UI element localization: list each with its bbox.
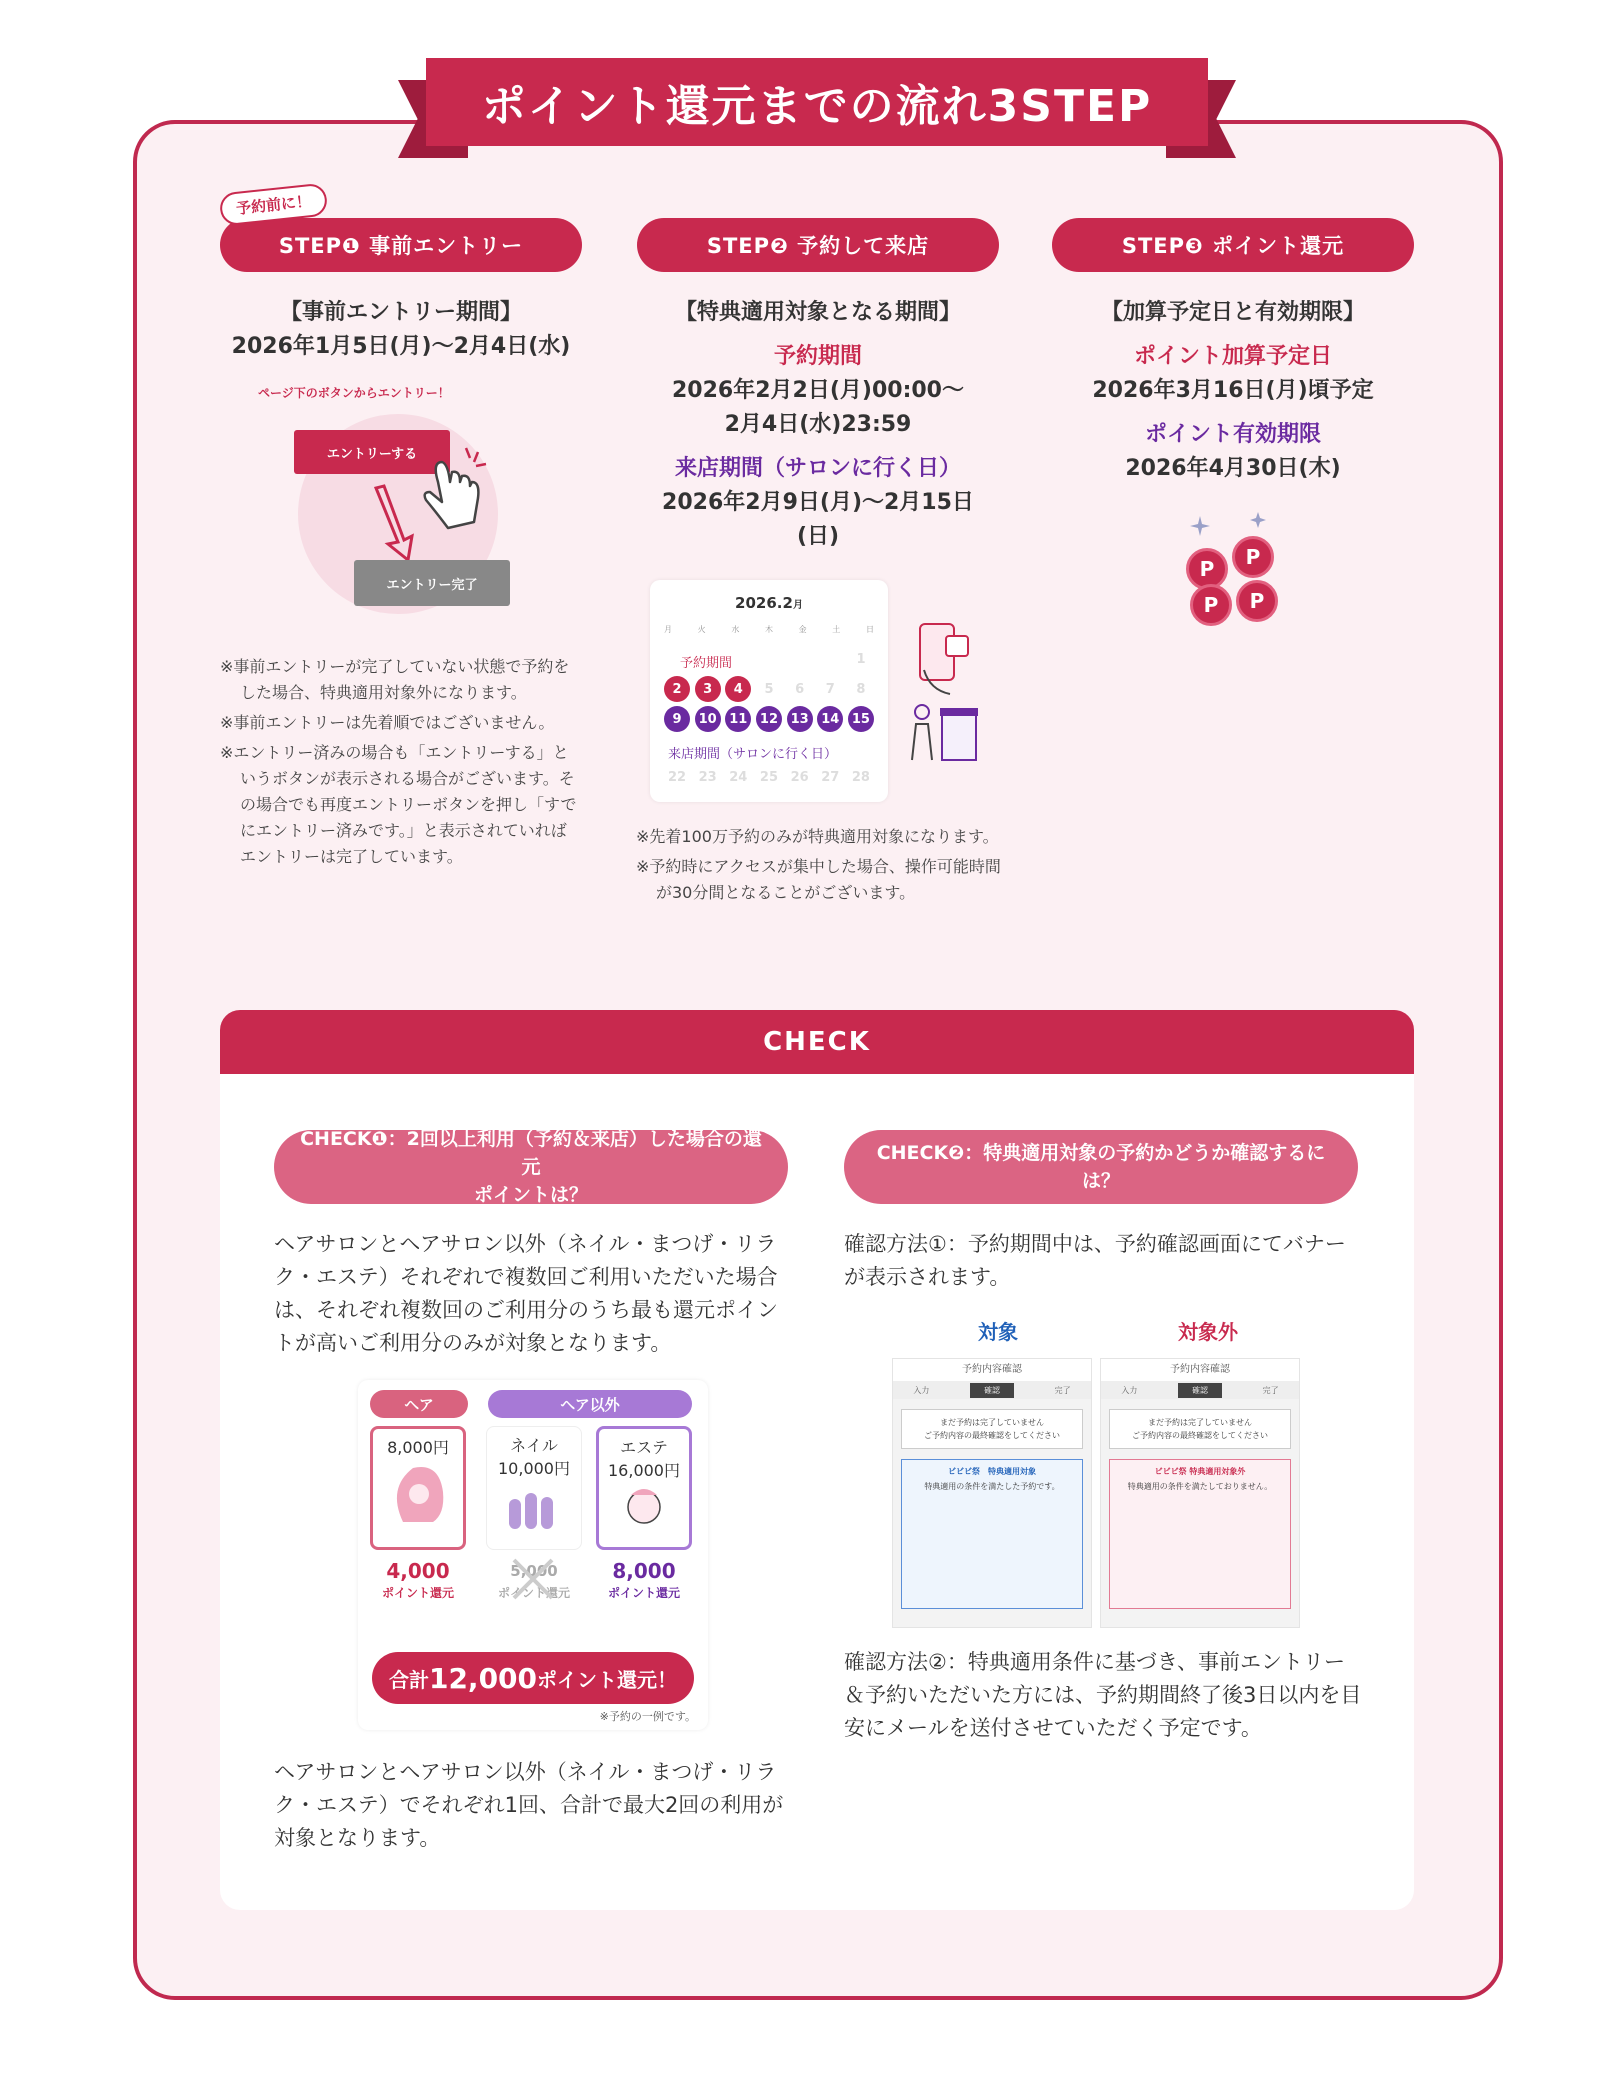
sparkle-icon: [1180, 512, 1300, 552]
check1-text2: ヘアサロンとヘアサロン以外（ネイル・まつげ・リラク・エステ）でそれぞれ1回、合計で最大2回の利用が対象となります。: [274, 1760, 784, 1850]
calendar-day: 25: [759, 769, 779, 785]
points-example: [358, 1380, 708, 1730]
calendar-day: 6: [795, 681, 805, 697]
check2-pill-line1: CHECK❷：特典適用対象の予約かどうか確認するに: [876, 1142, 1326, 1164]
step1-note: ※エントリー済みの場合も「エントリーする」というボタンが表示される場合がございます。その場合でも再度エントリーボタンを押し「すでにエントリー済みです。」と表示されていればエントリーは完了しています。: [220, 743, 577, 866]
point-add-date-label: ポイント加算予定日: [1133, 344, 1332, 369]
screen-target: [892, 1358, 1092, 1628]
coin-icon: P: [1232, 536, 1274, 578]
screen-title: 予約内容確認: [1101, 1359, 1299, 1381]
check2-pill-line2: は？: [1081, 1170, 1120, 1192]
label-nontarget: 対象外: [1178, 1320, 1238, 1344]
calendar-day: 27: [821, 769, 840, 785]
check1-pill: [274, 1130, 788, 1204]
smartphone-hand-icon: [910, 620, 980, 700]
tag-other: ヘア以外: [488, 1390, 692, 1418]
point-expire-label: ポイント有効期限: [1144, 422, 1321, 447]
cross-icon: [508, 1556, 558, 1602]
calendar-week2: [664, 676, 874, 702]
nail-icon: [499, 1479, 569, 1539]
calendar-day: 8: [856, 681, 866, 697]
esthe-label: エステ: [620, 1438, 668, 1457]
screen-nontarget: [1100, 1358, 1300, 1628]
entry-illustration: [258, 384, 518, 624]
calendar-day: 26: [790, 769, 809, 785]
hair-price: 8,000円: [387, 1438, 449, 1457]
calendar-title: 2026.2月: [735, 594, 803, 612]
point-add-date: 2026年3月16日(月)頃予定: [1092, 378, 1374, 403]
hair-card: [370, 1426, 466, 1550]
calendar-day: 4: [725, 676, 751, 702]
calendar-day: 7: [825, 681, 835, 697]
step1-notes: [220, 654, 580, 874]
reservation-period-label: 予約期間: [773, 344, 862, 369]
calendar-week3: [664, 706, 874, 732]
check2-pill: [844, 1130, 1358, 1204]
step1-period: 2026年1月5日(月)〜2月4日(水): [231, 334, 571, 359]
tag-hair: ヘア: [370, 1390, 468, 1418]
reservation-period-line1: 2026年2月2日(月)00:00〜: [672, 378, 964, 403]
calendar-day: 14: [817, 706, 843, 732]
coin-icon: P: [1236, 580, 1278, 622]
check1-pill-line1: CHECK❶：2回以上利用（予約＆来店）した場合の還元: [300, 1128, 762, 1178]
calendar-day: 10: [695, 706, 721, 732]
calendar-day: 22: [667, 769, 687, 785]
calendar-reserve-label: 予約期間: [680, 656, 733, 671]
step3-pill: STEP❸ ポイント還元: [1052, 218, 1414, 272]
screen-notice: まだ予約は完了していません ご予約内容の最終確認をしてください: [901, 1409, 1083, 1449]
pre-reservation-badge: 予約前に！: [219, 182, 329, 226]
check2-text1: 確認方法①：予約期間中は、予約確認画面にてバナーが表示されます。: [844, 1232, 1346, 1289]
nail-price: 10,000円: [498, 1459, 570, 1478]
step1-column: [220, 192, 582, 364]
coin-icon: P: [1186, 548, 1228, 590]
step1-note: ※事前エントリーは先着順ではございません。: [220, 713, 555, 732]
calendar-day: 5: [764, 681, 774, 697]
arrow-down-icon: [368, 484, 418, 564]
calendar: [650, 580, 888, 802]
esthe-points: 8,000 ポイント還元: [607, 1559, 680, 1600]
reservation-period-line2: 2月4日(水)23:59: [724, 412, 912, 437]
coin-icon: P: [1190, 584, 1232, 626]
step2-note: ※先着100万予約のみが特典適用対象になります。: [636, 827, 999, 846]
hair-points: 4,000 ポイント還元: [381, 1559, 454, 1600]
salon-person-icon: [902, 700, 982, 764]
calendar-weekdays: 月 火 水 木 金 土 日: [664, 625, 874, 634]
calendar-day: 1: [856, 651, 866, 667]
step2-column: [637, 218, 999, 554]
calendar-visit-label: 来店期間（サロンに行く日）: [668, 747, 838, 762]
screen-steps: 入力 確認 完了: [893, 1381, 1091, 1399]
step2-pill: STEP❷ 予約して来店: [637, 218, 999, 272]
hand-pointer-icon: [416, 442, 496, 542]
step2-heading: 【特典適用対象となる期間】: [674, 300, 961, 325]
step1-pill: STEP❶ 事前エントリー: [220, 218, 582, 272]
screen-title: 予約内容確認: [893, 1359, 1091, 1381]
visit-period-line2: (日): [796, 524, 840, 549]
calendar-day: 24: [729, 769, 748, 785]
points-coins-icon: [1180, 512, 1300, 628]
calendar-day: 3: [695, 676, 721, 702]
entry-button-illustration: エントリーする: [294, 430, 450, 474]
nail-card: [486, 1426, 582, 1550]
point-expire-date: 2026年4月30日(木): [1125, 456, 1341, 481]
total-points-bar: 合計 12,000 ポイント還元！: [372, 1652, 694, 1704]
label-target: 対象: [978, 1320, 1018, 1344]
check-section: [220, 1010, 1414, 1910]
visit-period-label: 来店期間（サロンに行く日）: [674, 456, 961, 481]
check1-text1: ヘアサロンとヘアサロン以外（ネイル・まつげ・リラク・エステ）それぞれで複数回ご利用いただいた場合は、それぞれ複数回のご利用分のうち最も還元ポイントが高いご利用分のみが対象となります。: [274, 1232, 778, 1355]
example-note: ※予約の一例です。: [599, 1710, 696, 1723]
screen-steps: 入力 確認 完了: [1101, 1381, 1299, 1399]
step3-column: [1052, 218, 1414, 486]
calendar-day: 2: [664, 676, 690, 702]
hair-icon: [383, 1458, 453, 1528]
entry-complete-illustration: エントリー完了: [354, 560, 510, 606]
check2-text2: 確認方法②：特典適用条件に基づき、事前エントリー＆予約いただいた方には、予約期間終了後3日以内を目安にメールを送付させていただく予定です。: [844, 1650, 1362, 1740]
step1-heading: 【事前エントリー期間】: [279, 300, 522, 325]
check-header: CHECK: [220, 1010, 1414, 1074]
calendar-day: 23: [698, 769, 717, 785]
calendar-day: 12: [756, 706, 782, 732]
step1-note: ※事前エントリーが完了していない状態で予約をした場合、特典適用対象外になります。: [220, 657, 570, 702]
calendar-day: 13: [787, 706, 813, 732]
calendar-day: 15: [848, 706, 874, 732]
calendar-week1: [664, 646, 874, 672]
entry-caption: ページ下のボタンからエントリー！: [258, 386, 450, 400]
esthe-card: [596, 1426, 692, 1550]
target-banner: ビビビ祭 特典適用対象 特典適用の条件を満たした予約です。: [901, 1459, 1083, 1609]
nail-label: ネイル: [510, 1436, 558, 1455]
calendar-day: 11: [725, 706, 751, 732]
check1-pill-line2: ポイントは？: [473, 1184, 588, 1206]
title-ribbon: [398, 58, 1236, 158]
calendar-week4: [664, 764, 874, 790]
esthe-face-icon: [609, 1481, 679, 1541]
page-title: ポイント還元までの流れ3STEP: [426, 58, 1208, 146]
nail-points-crossed: 5,000 ポイント還元: [497, 1562, 570, 1600]
calendar-day: 9: [664, 706, 690, 732]
calendar-day: 28: [851, 769, 870, 785]
screen-notice: まだ予約は完了していません ご予約内容の最終確認をしてください: [1109, 1409, 1291, 1449]
step3-heading: 【加算予定日と有効期限】: [1100, 300, 1365, 325]
esthe-price: 16,000円: [608, 1461, 680, 1480]
nontarget-banner: ビビビ祭 特典適用対象外 特典適用の条件を満たしておりません。: [1109, 1459, 1291, 1609]
step2-notes: [636, 824, 1002, 910]
visit-period-line1: 2026年2月9日(月)〜2月15日: [662, 490, 974, 515]
step2-note: ※予約時にアクセスが集中した場合、操作可能時間が30分間となることがございます。: [636, 857, 1001, 902]
